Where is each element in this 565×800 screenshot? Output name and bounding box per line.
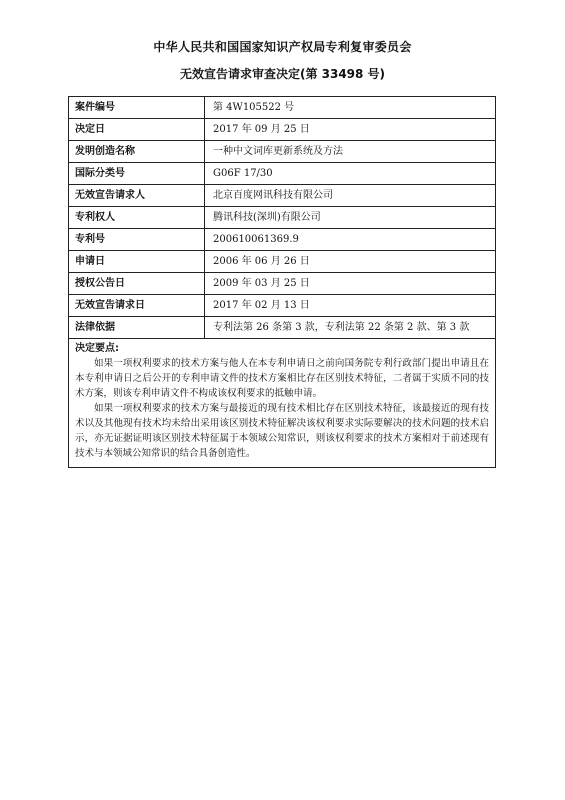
table-row — [69, 163, 495, 185]
field-value: 北京百度网讯科技有限公司 — [213, 190, 333, 201]
table-row — [69, 141, 495, 163]
field-value: 2017 年 09 月 25 日 — [213, 124, 310, 135]
decision-title: 无效宣告请求审查决定(第 33498 号) — [179, 67, 386, 81]
organization-title: 中华人民共和国国家知识产权局专利复审委员会 — [153, 40, 412, 54]
decision-paragraph: 如果一项权利要求的技术方案与他人在本专利申请日之前向国务院专利行政部门提出申请且在本专利申请日之后公开的专利申请文件的技术方案相比存在区别技术特征，二者属于实质不同的技术方案，则该专利申请文件不构成该权利要求的抵触申请。 — [75, 358, 489, 399]
case-info-table — [68, 96, 496, 468]
decision-points-heading: 决定要点: — [75, 343, 119, 354]
field-label: 无效宣告请求人 — [69, 185, 205, 206]
field-value: 2006 年 06 月 26 日 — [213, 256, 310, 267]
decision-paragraph: 如果一项权利要求的技术方案与最接近的现有技术相比存在区别技术特征，该最接近的现有技术以及其他现有技术均未给出采用该区别技术特征解决该权利要求实际要解决的技术问题的技术启示，亦无证据证明该区别技术特征属于本领域公知常识，则该权利要求的技术方案相对于前述现有技术与本领域公知常识的结合具备创造性。 — [75, 403, 489, 459]
field-value: 腾讯科技(深圳)有限公司 — [213, 212, 321, 223]
field-label: 专利号 — [69, 229, 205, 250]
field-value: G06F 17/30 — [213, 168, 273, 179]
table-row — [69, 185, 495, 207]
field-label: 授权公告日 — [69, 273, 205, 294]
table-row — [69, 295, 495, 317]
decision-points-section — [69, 339, 495, 467]
field-label: 申请日 — [69, 251, 205, 272]
field-value: 第 4W105522 号 — [213, 102, 295, 113]
field-label: 发明创造名称 — [69, 141, 205, 162]
field-value: 2017 年 02 月 13 日 — [213, 300, 310, 311]
field-label: 法律依据 — [69, 317, 205, 338]
table-row — [69, 97, 495, 119]
table-row — [69, 251, 495, 273]
field-value: 2009 年 03 月 25 日 — [213, 278, 310, 289]
field-label: 国际分类号 — [69, 163, 205, 184]
field-label: 无效宣告请求日 — [69, 295, 205, 316]
table-row — [69, 229, 495, 251]
field-value: 200610061369.9 — [213, 234, 299, 245]
field-label: 专利权人 — [69, 207, 205, 228]
field-label: 案件编号 — [69, 97, 205, 118]
field-value: 专利法第 26 条第 3 款，专利法第 22 条第 2 款、第 3 款 — [213, 322, 470, 333]
field-value: 一种中文词库更新系统及方法 — [213, 146, 343, 157]
table-row — [69, 273, 495, 295]
field-label: 决定日 — [69, 119, 205, 140]
table-row — [69, 119, 495, 141]
table-row — [69, 207, 495, 229]
table-row — [69, 317, 495, 339]
